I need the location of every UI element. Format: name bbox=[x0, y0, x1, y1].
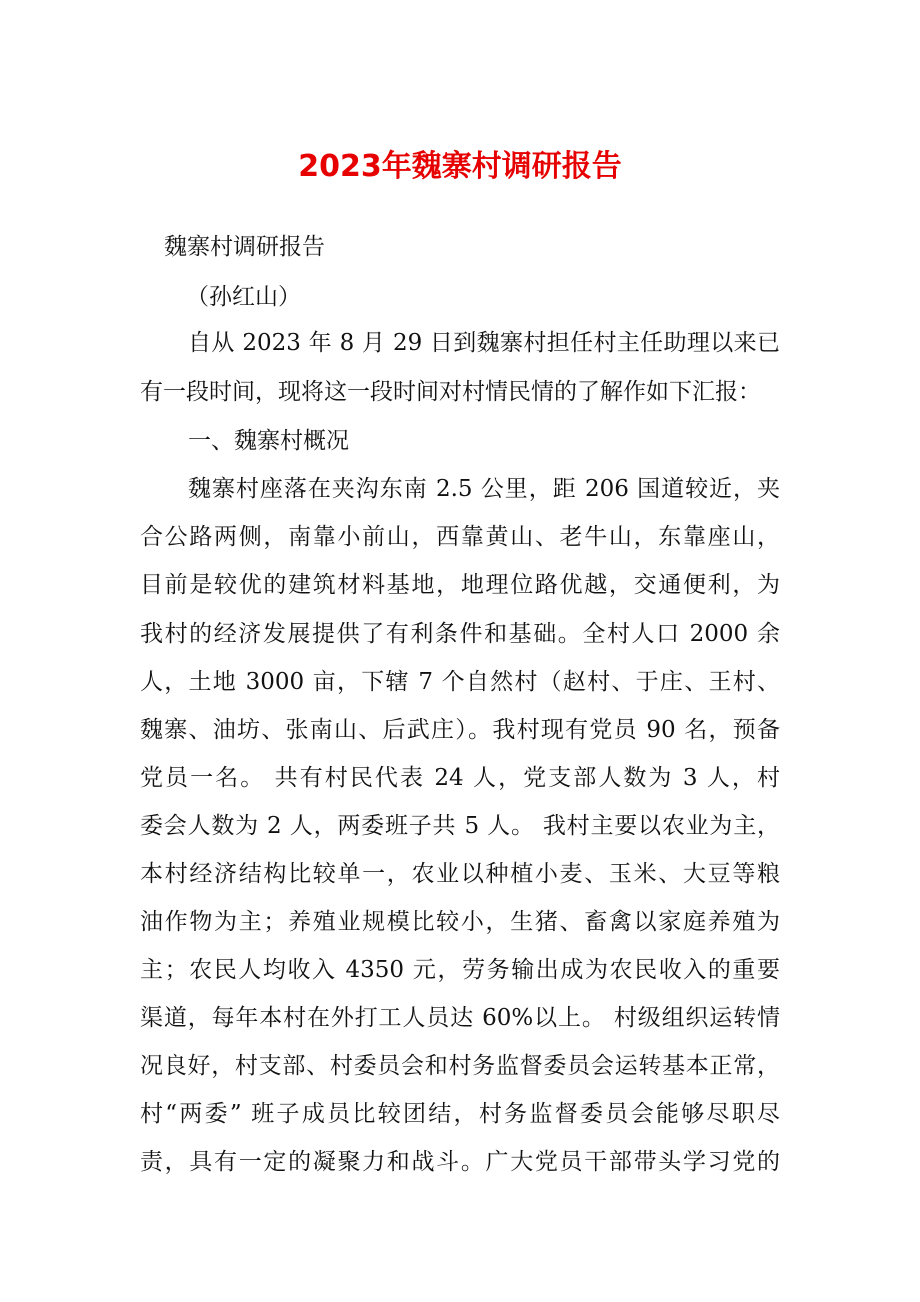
body-line-1: 魏寨村座落在夹沟东南 2.5 公里，距 206 国道较近，夹 bbox=[188, 476, 780, 502]
body-line-13: 况良好，村支部、村委员会和村务监督委员会运转基本正常， bbox=[140, 1053, 780, 1079]
intro-line-2: 有一段时间，现将这一段时间对村情民情的了解作如下汇报： bbox=[140, 379, 761, 405]
body-line-8: 委会人数为 2 人，两委班子共 5 人。 我村主要以农业为主， bbox=[140, 813, 780, 839]
body-line-14: 村“两委” 班子成员比较团结，村务监督委员会能够尽职尽 bbox=[140, 1101, 780, 1127]
body-line-3: 目前是较优的建筑材料基地，地理位路优越，交通便利，为 bbox=[140, 572, 780, 598]
body-line-11: 主；农民人均收入 4350 元，劳务输出成为农民收入的重要 bbox=[140, 957, 780, 983]
body-line-15: 责，具有一定的凝聚力和战斗。广大党员干部带头学习党的 bbox=[140, 1149, 780, 1175]
body-line-4: 我村的经济发展提供了有利条件和基础。全村人口 2000 余 bbox=[140, 621, 780, 647]
body-line-7: 党员一名。 共有村民代表 24 人，党支部人数为 3 人，村 bbox=[140, 765, 780, 791]
author-line: （孙红山） bbox=[186, 284, 301, 310]
body-line-2: 合公路两侧，南靠小前山，西靠黄山、老牛山，东靠座山， bbox=[140, 524, 780, 550]
body-line-9: 本村经济结构比较单一，农业以种植小麦、玉米、大豆等粮 bbox=[140, 861, 780, 887]
body-line-10: 油作物为主；养殖业规模比较小，生猪、畜禽以家庭养殖为 bbox=[140, 909, 780, 935]
body-line-5: 人，土地 3000 亩，下辖 7 个自然村（赵村、于庄、王村、 bbox=[140, 669, 780, 695]
body-line-6: 魏寨、油坊、张南山、后武庄）。我村现有党员 90 名，预备 bbox=[140, 717, 780, 743]
document-title: 2023年魏寨村调研报告 bbox=[298, 149, 622, 184]
section-1-title: 一、魏寨村概况 bbox=[188, 428, 349, 454]
intro-line-1: 自从 2023 年 8 月 29 日到魏寨村担任村主任助理以来已 bbox=[188, 330, 780, 356]
report-heading: 魏寨村调研报告 bbox=[164, 234, 325, 260]
body-line-12: 渠道，每年本村在外打工人员达 60%以上。 村级组织运转情 bbox=[140, 1005, 780, 1031]
